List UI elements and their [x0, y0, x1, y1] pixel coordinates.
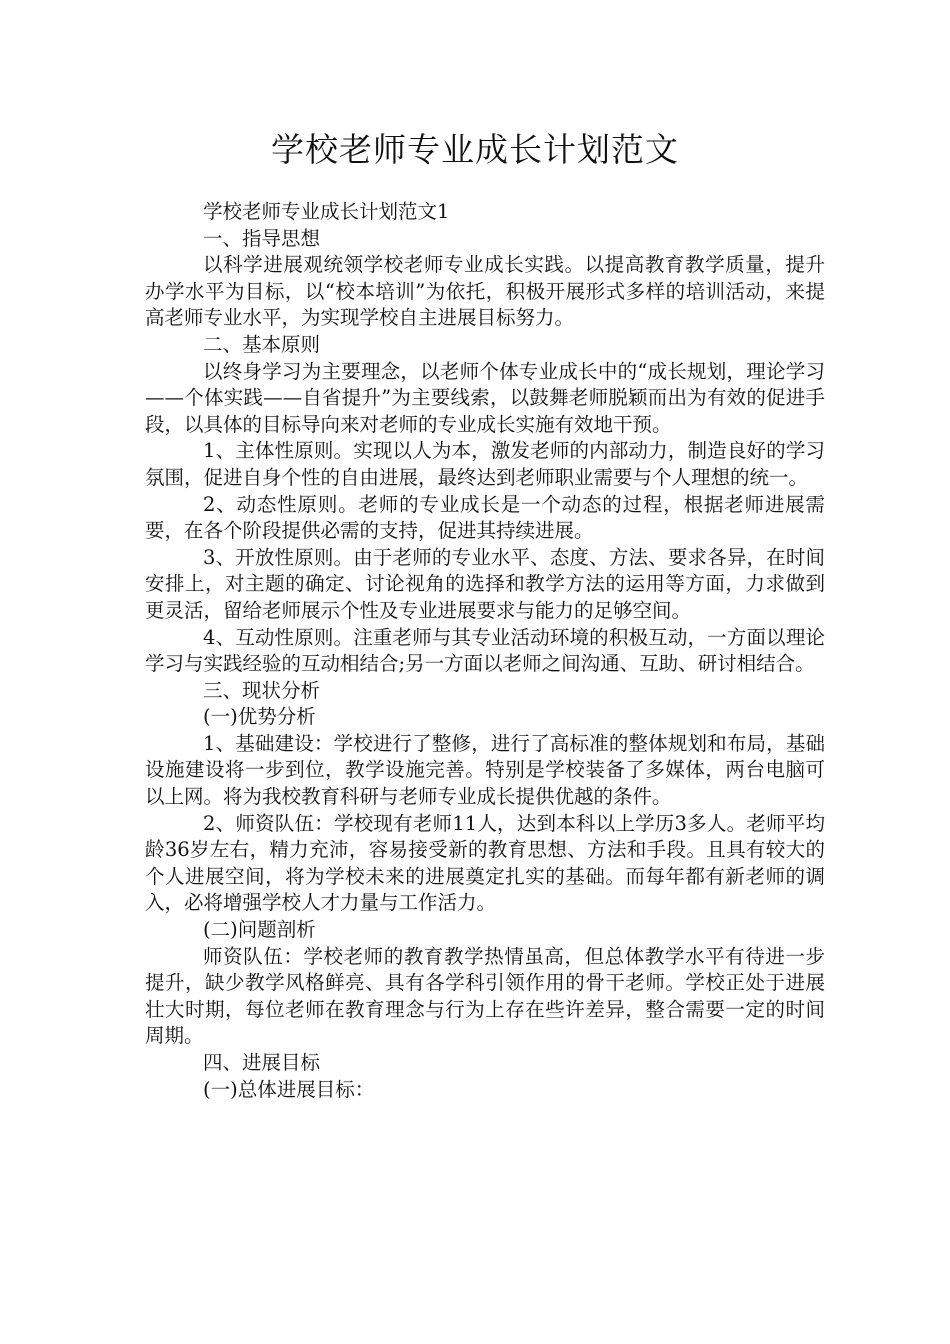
subheading-overall-goals: (一)总体进展目标： — [203, 1077, 375, 1101]
paragraph: 3、开放性原则。由于老师的专业水平、态度、方法、要求各异，在时间安排上，对主题的确定、讨论视角的选择和教学方法的运用等方面，力求做到更灵活，留给老师展示个性及专业进展要求与能力的足够空间。 — [145, 545, 825, 622]
heading-guiding-ideology: 一、指导思想 — [203, 226, 321, 250]
paragraph: 以科学进展观统领学校老师专业成长实践。以提高教育教学质量，提升办学水平为目标，以“校本培训”为依托，积极开展形式多样的培训活动，来提高老师专业水平，为实现学校自主进展目标努力。 — [145, 253, 825, 330]
heading-basic-principles: 二、基本原则 — [203, 332, 321, 356]
paragraph: 4、互动性原则。注重老师与其专业活动环境的积极互动，一方面以理论学习与实践经验的互动相结合;另一方面以老师之间沟通、互助、研讨相结合。 — [145, 625, 825, 676]
section-subtitle: 学校老师专业成长计划范文1 — [203, 200, 450, 223]
subheading-advantages: (一)优势分析 — [203, 705, 316, 729]
paragraph: 师资队伍：学校老师的教育教学热情虽高，但总体教学水平有待进一步提升，缺少教学风格鲜亮、具有各学科引领作用的骨干老师。学校正处于进展壮大时期，每位老师在教育理念与行为上存在些许差异，整合需要一定的时间周期。 — [145, 944, 825, 1048]
paragraph: 2、动态性原则。老师的专业成长是一个动态的过程，根据老师进展需要，在各个阶段提供必需的支持，促进其持续进展。 — [145, 492, 825, 543]
subheading-problems: (二)问题剖析 — [203, 918, 316, 942]
heading-development-goals: 四、进展目标 — [203, 1051, 321, 1074]
heading-status-analysis: 三、现状分析 — [203, 678, 321, 702]
paragraph: 2、师资队伍：学校现有老师11人，达到本科以上学历3多人。老师平均龄36岁左右，精力充沛，容易接受新的教育思想、方法和手段。且具有较大的个人进展空间，将为学校未来的进展奠定扎实的基础。而每年都有新老师的调入，必将增强学校人才力量与工作活力。 — [145, 811, 825, 915]
paragraph: 1、主体性原则。实现以人为本，激发老师的内部动力，制造良好的学习氛围，促进自身个性的自由进展，最终达到老师职业需要与个人理想的统一。 — [145, 439, 825, 489]
document-body — [145, 199, 825, 1103]
paragraph: 1、基础建设：学校进行了整修，进行了高标准的整体规划和布局，基础设施建设将一步到位，教学设施完善。特别是学校装备了多媒体，两台电脑可以上网。将为我校教育科研与老师专业成长提供优越的条件。 — [145, 731, 825, 809]
document-title: 学校老师专业成长计划范文 — [271, 130, 679, 169]
paragraph: 以终身学习为主要理念，以老师个体专业成长中的“成长规划，理论学习——个体实践——自省提升”为主要线索，以鼓舞老师脱颖而出为有效的促进手段，以具体的目标导向来对老师的专业成长实施有效地干预。 — [145, 359, 825, 436]
